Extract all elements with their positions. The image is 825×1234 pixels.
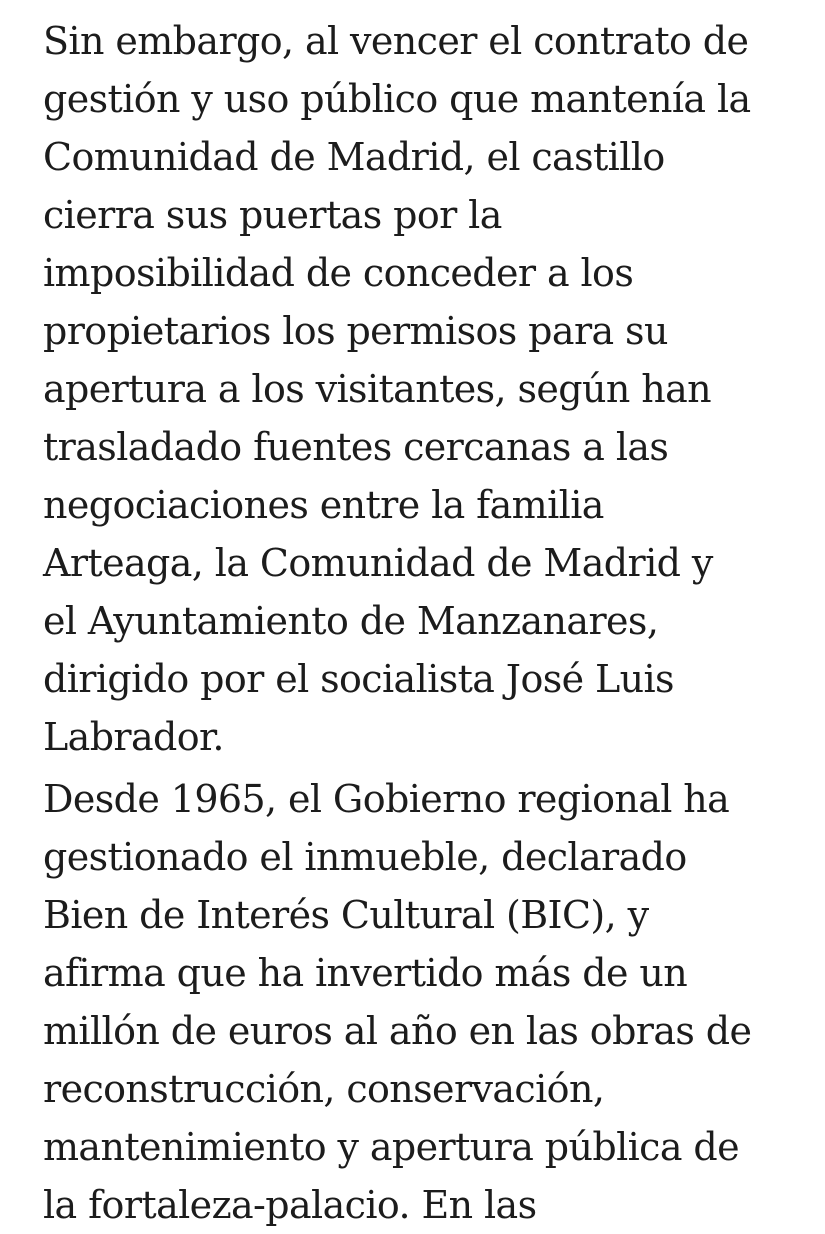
paragraph-line: reconstrucción, conservación, bbox=[43, 1067, 605, 1111]
paragraph-line: Desde 1965, el Gobierno regional ha bbox=[43, 777, 730, 821]
paragraph-line: trasladado fuentes cercanas a las bbox=[43, 425, 669, 469]
paragraph-line: apertura a los visitantes, según han bbox=[43, 367, 712, 411]
paragraph-line: dirigido por el socialista José Luis bbox=[43, 657, 674, 701]
paragraph-line: Comunidad de Madrid, el castillo bbox=[43, 135, 665, 179]
paragraph-line: millón de euros al año en las obras de bbox=[43, 1009, 752, 1053]
paragraph-line: la fortaleza-palacio. En las bbox=[43, 1183, 537, 1227]
paragraph-line: imposibilidad de conceder a los bbox=[43, 251, 634, 295]
paragraph-line: gestionado el inmueble, declarado bbox=[43, 835, 687, 879]
paragraph-line: negociaciones entre la familia bbox=[43, 483, 604, 527]
article-paragraph bbox=[43, 12, 803, 766]
paragraph-line: gestión y uso público que mantenía la bbox=[43, 77, 751, 121]
paragraph-line: mantenimiento y apertura pública de bbox=[43, 1125, 740, 1169]
paragraph-line: el Ayuntamiento de Manzanares, bbox=[43, 599, 659, 643]
paragraph-line: cierra sus puertas por la bbox=[43, 193, 502, 237]
paragraph-line: Sin embargo, al vencer el contrato de bbox=[43, 19, 749, 63]
paragraph-line: propietarios los permisos para su bbox=[43, 309, 668, 353]
paragraph-line: Arteaga, la Comunidad de Madrid y bbox=[43, 541, 713, 585]
paragraph-line: Labrador. bbox=[43, 715, 224, 759]
scroll-area[interactable] bbox=[819, 0, 825, 1200]
paragraph-line: afirma que ha invertido más de un bbox=[43, 951, 688, 995]
paragraph-line: Bien de Interés Cultural (BIC), y bbox=[43, 893, 649, 937]
article-paragraph bbox=[43, 770, 803, 1234]
